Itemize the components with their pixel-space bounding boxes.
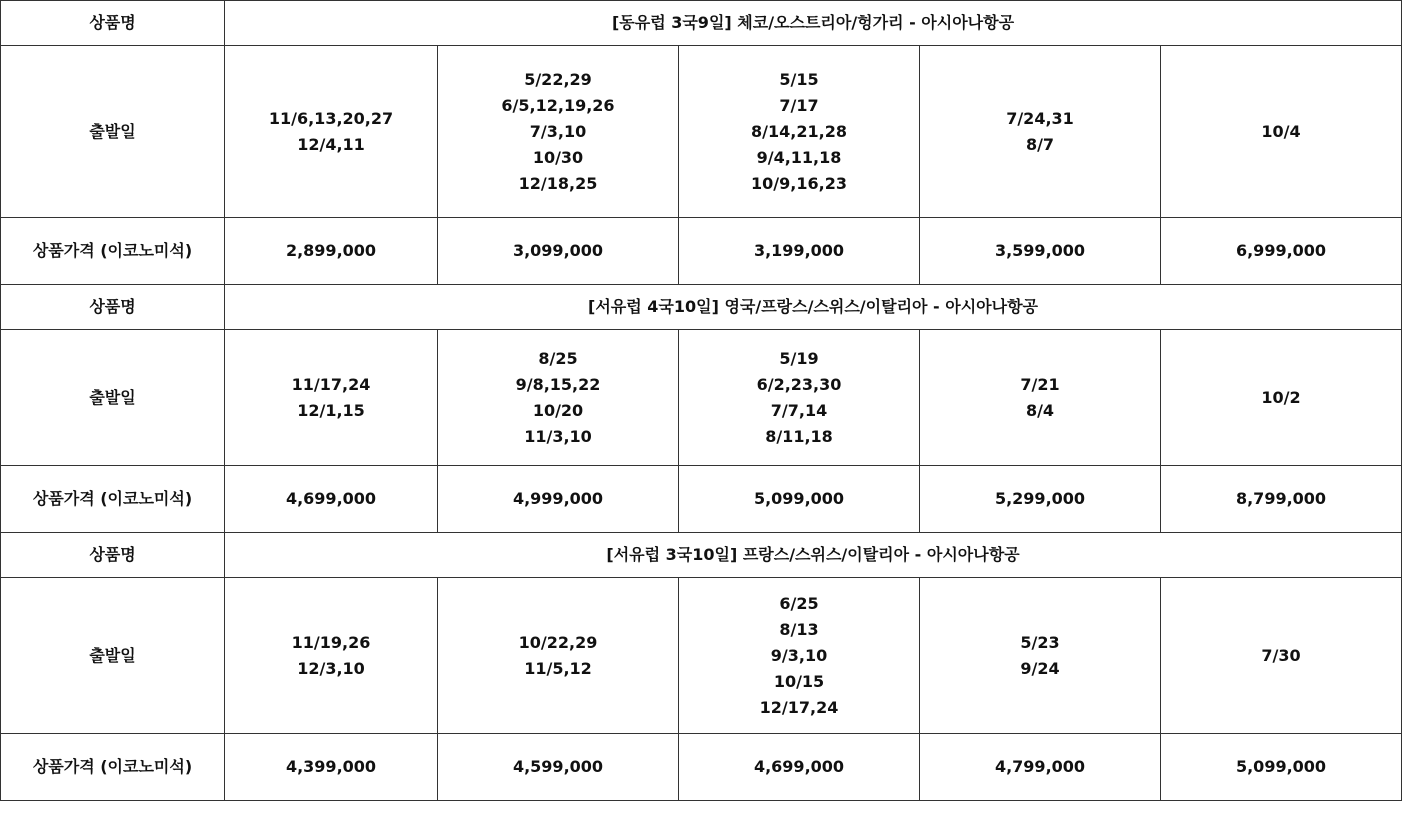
departure-date: 5/15: [779, 69, 819, 89]
departure-date: 6/5,12,19,26: [501, 95, 615, 115]
departure-date: 6/2,23,30: [756, 374, 842, 394]
departure-date: 10/9,16,23: [751, 173, 847, 193]
product-title: [서유럽 3국10일] 프랑스/스위스/이탈리아 - 아시아나항공: [225, 533, 1402, 578]
departure-cell: [920, 578, 1161, 734]
departure-cell: [1161, 578, 1402, 734]
departure-date: 7/24,31: [1006, 108, 1074, 128]
price-cell: 4,699,000: [225, 466, 438, 533]
departure-date: 11/6,13,20,27: [268, 108, 394, 128]
product-name-row: [1, 285, 1402, 330]
price-label: 상품가격 (이코노미석): [1, 218, 225, 285]
departure-cell: [225, 330, 438, 466]
product-title: [동유럽 3국9일] 체코/오스트리아/헝가리 - 아시아나항공: [225, 1, 1402, 46]
departure-date: 12/18,25: [518, 173, 598, 193]
departure-label: 출발일: [1, 46, 225, 218]
departure-label: 출발일: [1, 578, 225, 734]
departure-date: 10/22,29: [518, 632, 598, 652]
departure-date: 10/30: [532, 147, 584, 167]
departure-date: 11/19,26: [291, 632, 371, 652]
product-name-label: 상품명: [1, 1, 225, 46]
product-name-row: [1, 533, 1402, 578]
departure-date: 11/3,10: [524, 426, 592, 446]
price-cell: 3,599,000: [920, 218, 1161, 285]
departure-date: 9/3,10: [770, 645, 828, 665]
departure-cell: [438, 46, 679, 218]
product-title: [서유럽 4국10일] 영국/프랑스/스위스/이탈리아 - 아시아나항공: [225, 285, 1402, 330]
departure-date: 10/15: [773, 671, 825, 691]
departure-date: 7/30: [1261, 645, 1301, 665]
departure-cell: [1161, 330, 1402, 466]
departure-cell: [1161, 46, 1402, 218]
price-cell: 4,599,000: [438, 734, 679, 801]
departure-row: [1, 46, 1402, 218]
product-name-label: 상품명: [1, 285, 225, 330]
departure-date: 10/2: [1261, 387, 1301, 407]
price-label: 상품가격 (이코노미석): [1, 466, 225, 533]
departure-row: [1, 578, 1402, 734]
price-cell: 4,399,000: [225, 734, 438, 801]
departure-row: [1, 330, 1402, 466]
departure-cell: [679, 46, 920, 218]
departure-cell: [920, 46, 1161, 218]
departure-date: 12/1,15: [297, 400, 365, 420]
price-cell: 3,199,000: [679, 218, 920, 285]
departure-date: 12/4,11: [297, 134, 365, 154]
departure-date: 9/4,11,18: [756, 147, 842, 167]
departure-cell: [225, 46, 438, 218]
departure-date: 7/17: [779, 95, 819, 115]
departure-cell: [920, 330, 1161, 466]
departure-cell: [679, 330, 920, 466]
price-cell: 2,899,000: [225, 218, 438, 285]
product-name-label: 상품명: [1, 533, 225, 578]
departure-date: 11/5,12: [524, 658, 592, 678]
price-cell: 8,799,000: [1161, 466, 1402, 533]
price-cell: 5,099,000: [679, 466, 920, 533]
price-cell: 4,999,000: [438, 466, 679, 533]
departure-date: 8/13: [779, 619, 819, 639]
departure-date: 8/14,21,28: [751, 121, 847, 141]
price-label: 상품가격 (이코노미석): [1, 734, 225, 801]
departure-date: 12/3,10: [297, 658, 365, 678]
departure-cell: [438, 578, 679, 734]
departure-date: 7/3,10: [529, 121, 587, 141]
price-cell: 3,099,000: [438, 218, 679, 285]
departure-date: 5/22,29: [524, 69, 592, 89]
price-row: [1, 218, 1402, 285]
departure-date: 6/25: [779, 593, 819, 613]
departure-date: 5/19: [779, 348, 819, 368]
departure-date: 8/11,18: [765, 426, 833, 446]
price-cell: 4,799,000: [920, 734, 1161, 801]
price-row: [1, 734, 1402, 801]
departure-date: 7/7,14: [770, 400, 828, 420]
price-cell: 4,699,000: [679, 734, 920, 801]
departure-date: 5/23: [1020, 632, 1060, 652]
price-row: [1, 466, 1402, 533]
price-cell: 5,299,000: [920, 466, 1161, 533]
departure-cell: [438, 330, 679, 466]
price-cell: 6,999,000: [1161, 218, 1402, 285]
departure-date: 7/21: [1020, 374, 1060, 394]
table-body: [1, 1, 1402, 801]
product-name-row: [1, 1, 1402, 46]
departure-date: 8/25: [538, 348, 578, 368]
departure-cell: [225, 578, 438, 734]
departure-date: 9/24: [1020, 658, 1060, 678]
departure-date: 8/7: [1025, 134, 1055, 154]
departure-date: 11/17,24: [291, 374, 371, 394]
departure-cell: [679, 578, 920, 734]
price-cell: 5,099,000: [1161, 734, 1402, 801]
departure-date: 10/4: [1261, 121, 1301, 141]
departure-label: 출발일: [1, 330, 225, 466]
departure-date: 12/17,24: [759, 697, 839, 717]
departure-date: 8/4: [1025, 400, 1055, 420]
departure-date: 9/8,15,22: [515, 374, 601, 394]
departure-date: 10/20: [532, 400, 584, 420]
